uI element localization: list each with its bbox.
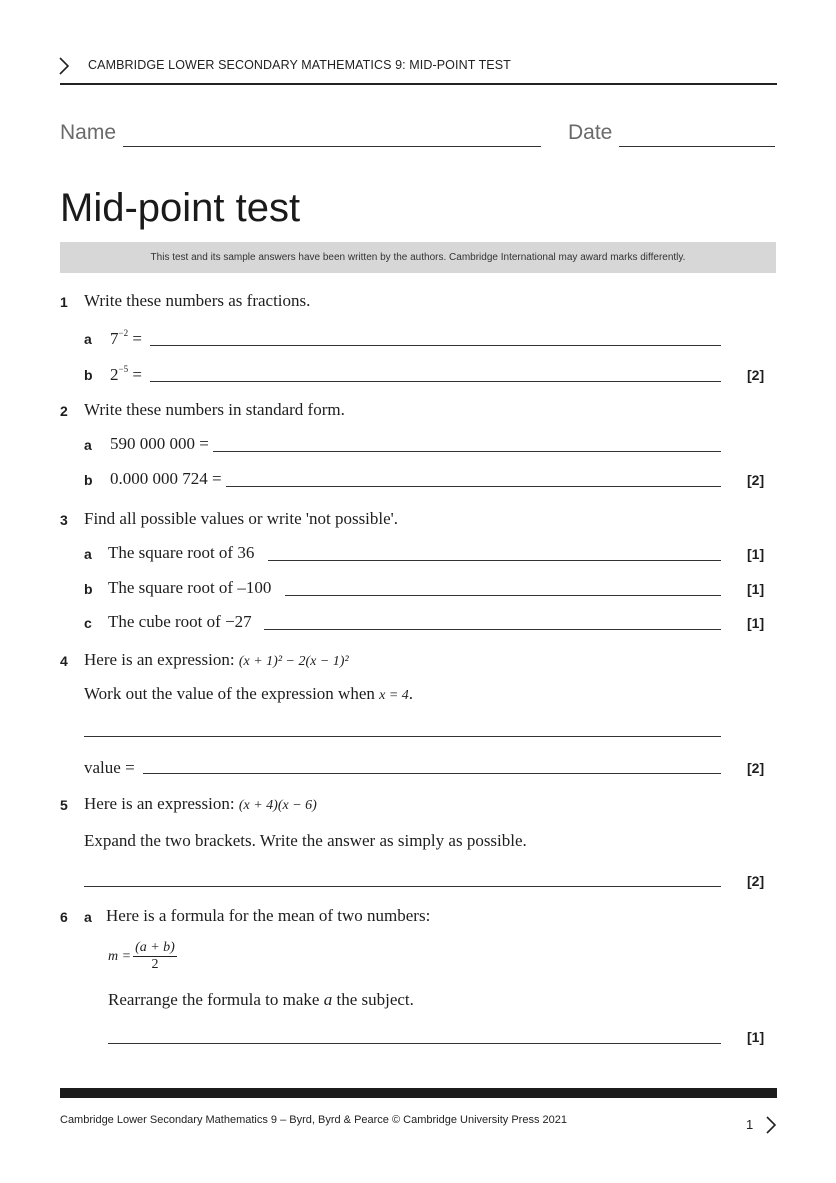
question-lead: Here is an expression: (84, 650, 235, 669)
notice-banner (60, 242, 776, 273)
math-expression: x = 4 (379, 688, 409, 703)
answer-line[interactable] (264, 629, 721, 630)
page-number: 1 (746, 1117, 754, 1132)
fraction-numerator: (a + b) (135, 940, 175, 955)
power-base: 7 (110, 329, 119, 348)
answer-line[interactable] (268, 560, 721, 561)
working-line[interactable] (84, 736, 721, 737)
instruction-text: Rearrange the formula to make (108, 990, 320, 1009)
answer-line[interactable] (226, 486, 721, 487)
power-exponent: −2 (118, 328, 129, 338)
question-lead: Here is an expression: (84, 794, 235, 813)
marks-label: [1] (747, 1029, 765, 1045)
part-label: c (84, 615, 92, 631)
date-field[interactable] (619, 146, 775, 147)
power-expression (110, 365, 142, 385)
marks-label: [2] (747, 367, 765, 383)
date-label: Date (568, 121, 613, 144)
question-number: 2 (60, 403, 68, 419)
part-text: The cube root of −27 (108, 612, 252, 631)
name-label: Name (60, 121, 117, 144)
math-expression: (x + 1)² − 2(x − 1)² (238, 654, 349, 669)
question-number: 3 (60, 512, 68, 528)
answer-line[interactable] (213, 451, 721, 452)
fraction-denominator: 2 (151, 957, 159, 972)
part-text: The square root of 36 (108, 543, 255, 562)
question-text (84, 650, 349, 670)
marks-label: [1] (747, 615, 765, 631)
part-text: 0.000 000 724 = (110, 469, 222, 488)
power-base: 2 (110, 365, 119, 384)
power-exponent: −5 (118, 364, 129, 374)
answer-line[interactable] (84, 886, 721, 887)
fraction (133, 940, 177, 973)
period: . (408, 684, 414, 703)
mean-formula (108, 940, 177, 973)
question-text: Write these numbers in standard form. (84, 400, 345, 419)
question-text (108, 990, 414, 1010)
answer-line[interactable] (150, 345, 721, 346)
part-label: a (84, 909, 92, 925)
marks-label: [1] (747, 581, 765, 597)
chevron-right-icon (58, 56, 70, 76)
equals-sign: = (132, 329, 142, 348)
answer-line[interactable] (285, 595, 721, 596)
instruction-text-end: the subject. (336, 990, 414, 1009)
question-number: 1 (60, 294, 68, 310)
marks-label: [2] (747, 873, 765, 889)
name-field[interactable] (123, 146, 541, 147)
part-label: a (84, 437, 92, 453)
part-label: b (84, 367, 93, 383)
answer-line[interactable] (150, 381, 721, 382)
marks-label: [2] (747, 472, 765, 488)
running-header: CAMBRIDGE LOWER SECONDARY MATHEMATICS 9: MID-POINT TEST (88, 58, 511, 72)
question-text: Write these numbers as fractions. (84, 291, 311, 310)
question-number: 6 (60, 909, 68, 925)
equals-sign: = (132, 365, 142, 384)
variable: a (323, 990, 333, 1009)
answer-line[interactable] (108, 1043, 721, 1044)
page-title: Mid-point test (60, 186, 301, 230)
instruction-text: Work out the value of the expression when (84, 684, 375, 703)
footer-bar (60, 1088, 777, 1098)
chevron-right-icon[interactable] (765, 1115, 777, 1135)
question-number: 4 (60, 653, 68, 669)
question-text: Here is a formula for the mean of two numbers: (106, 906, 431, 925)
value-label: value = (84, 758, 135, 777)
formula-lhs: m = (108, 948, 132, 964)
question-text (84, 794, 317, 814)
question-text: Find all possible values or write 'not possible'. (84, 509, 398, 528)
math-expression: (x + 4)(x − 6) (238, 798, 317, 813)
marks-label: [2] (747, 760, 765, 776)
notice-text: This test and its sample answers have been written by the authors. Cambridge International may award marks differently. (150, 252, 686, 263)
part-label: a (84, 546, 92, 562)
header-rule (60, 83, 777, 85)
part-label: a (84, 331, 92, 347)
part-text: The square root of –100 (108, 578, 272, 597)
part-label: b (84, 472, 93, 488)
footer-credit: Cambridge Lower Secondary Mathematics 9 – Byrd, Byrd & Pearce © Cambridge University Press 2021 (60, 1114, 567, 1126)
question-text (84, 684, 413, 704)
marks-label: [1] (747, 546, 765, 562)
instruction-text: Expand the two brackets. Write the answer as simply as possible. (84, 831, 527, 850)
answer-line[interactable] (143, 773, 721, 774)
part-label: b (84, 581, 93, 597)
part-text: 590 000 000 = (110, 434, 209, 453)
question-number: 5 (60, 797, 68, 813)
power-expression (110, 329, 142, 349)
